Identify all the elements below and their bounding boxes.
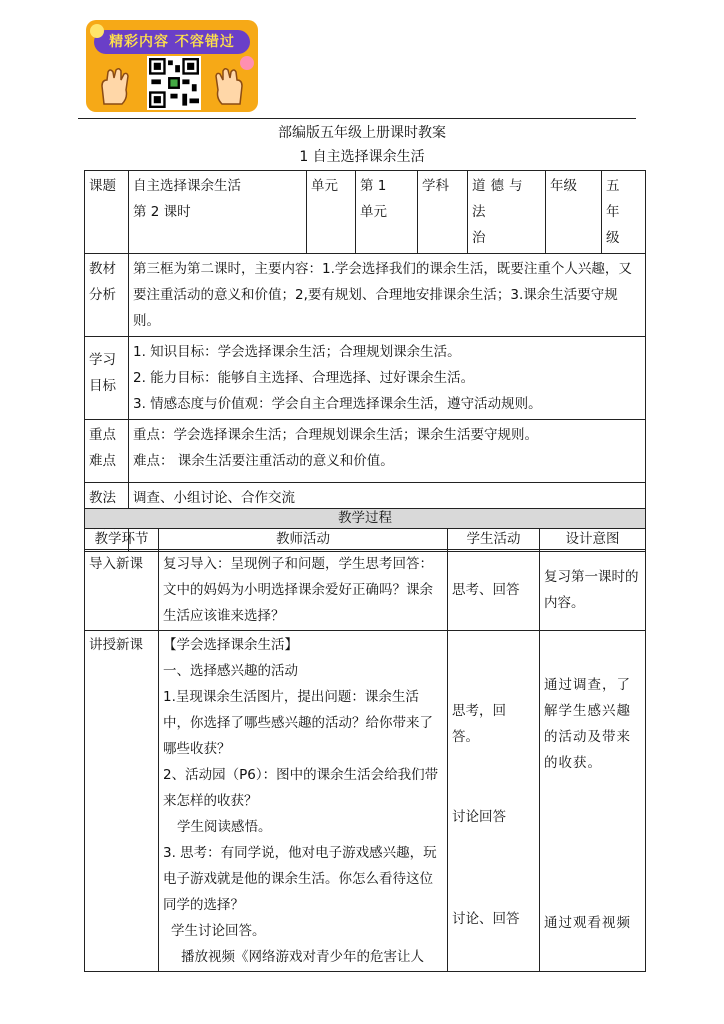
list-item: 2、活动园（P6）：图中的课余生活会给我们带来怎样的收获？ [163,767,439,809]
document-title: 部编版五年级上册课时教案 [278,125,446,141]
design-purpose: 复习第一课时的内容。 [540,550,646,631]
teacher-activity [159,631,448,972]
sparkle-icon [90,24,104,38]
goal-label: 学习 目标 [85,337,129,420]
lesson-number: 第 2 课时 [133,204,191,220]
list-item: 3. 思考：有同学说，他对电子游戏感兴趣，玩电子游戏就是他的课余生活。你怎么看待这位同学的选择？ [163,845,437,913]
key-point: 重点：学会选择课余生活；合理规划课余生活；课余生活要守规则。 [133,427,538,443]
unit-value: 第 1 单元 [356,171,418,254]
table-header-row [85,529,646,550]
subject-value: 道德与法 治 [468,171,546,254]
grade-label: 年级 [546,171,602,254]
course-label: 课题 [85,171,129,254]
list-item: 播放视频《网络游戏对青少年的危害让人 [181,949,424,965]
promo-banner [86,20,258,112]
list-item: 1.呈现课余生活图片，提出问题：课余生活中，你选择了哪些感兴趣的活动？给你带来了哪些收获？ [163,689,433,757]
key-points [129,420,646,483]
unit-label: 单元 [307,171,356,254]
method-label: 教法 [85,483,129,552]
student-activity: 思考，回 答。 讨论回答 讨论、回答 [448,631,540,972]
lesson-info-table [84,170,646,552]
list-item: 3. 情感态度与价值观：学会自主合理选择课余生活，遵守活动规则。 [133,396,542,412]
analysis-text: 第三框为第二课时，主要内容：1.学会选择我们的课余生活，既要注重个人兴趣，又要注重活动的意义和价值；2,要有规划、合理地安排课余生活；3.课余生活要守规则。 [129,254,646,337]
clapping-hands-icon [98,66,134,106]
list-item: 1. 知识目标：学会选择课余生活；合理规划课余生活。 [133,344,461,360]
banner-title: 精彩内容 不容错过 [94,30,250,54]
design-purpose: 通过调查，了解学生感兴趣的活动及带来的收获。 通过观看视频 [540,631,646,972]
difficult-point: 难点： 课余生活要注重活动的意义和价值。 [133,453,394,469]
teaching-process-table [84,508,646,972]
clapping-hands-icon [210,66,246,106]
method-value: 调查、小组讨论、合作交流 [129,483,646,552]
table-row [85,337,646,420]
subject-label: 学科 [418,171,468,254]
student-activity: 思考、回答 [448,550,540,631]
course-value: 自主选择课余生活 第 2 课时 [129,171,307,254]
stage-intro: 导入新课 [85,550,159,631]
list-item: 学生讨论回答。 [171,923,266,939]
qr-code-icon [147,56,201,110]
column-header: 学生活动 [448,529,540,550]
column-header: 教学环节 [85,529,159,550]
table-row [85,631,646,972]
table-row [85,550,646,631]
teacher-activity: 复习导入：呈现例子和问题，学生思考回答：文中的妈妈为小明选择课余爱好正确吗？课余生活应该谁来选择？ [159,550,448,631]
table-row [85,420,646,483]
list-item: 2. 能力目标：能够自主选择、合理选择、过好课余生活。 [133,370,475,386]
grade-value: 五 年 级 [602,171,646,254]
table-row [85,171,646,254]
list-item: 【学会选择课余生活】 [163,637,298,653]
analysis-label: 教材 分析 [85,254,129,337]
goal-list [129,337,646,420]
key-label: 重点 难点 [85,420,129,483]
table-row [85,254,646,337]
column-header: 设计意图 [540,529,646,550]
list-item: 一、选择感兴趣的活动 [163,663,298,679]
list-item: 学生阅读感悟。 [177,819,272,835]
table-row [85,509,646,529]
header-rule [78,118,636,119]
process-title: 教学过程 [85,509,646,529]
lesson-title: 1 自主选择课余生活 [299,149,425,165]
column-header: 教师活动 [159,529,448,550]
stage-teach: 讲授新课 [85,631,159,972]
